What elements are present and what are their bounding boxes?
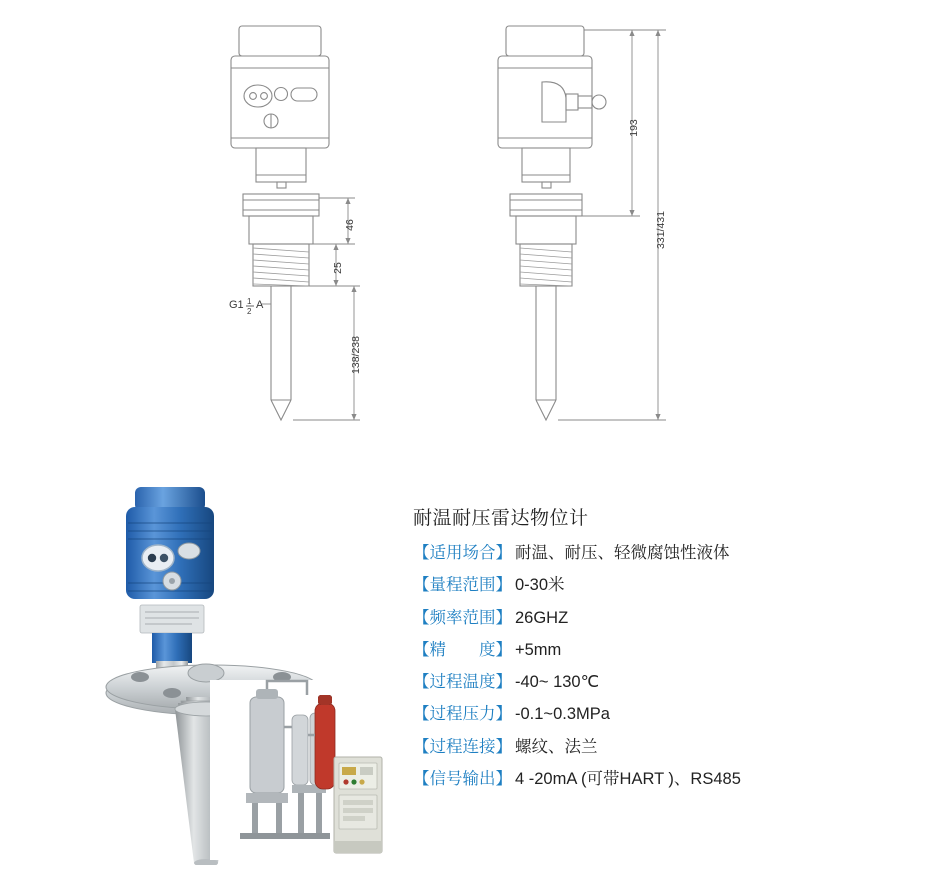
spec-value: 26GHZ	[515, 608, 569, 627]
spec-key: 【信号输出】	[413, 769, 512, 788]
product-info-area	[0, 455, 930, 868]
control-cabinet-photo	[334, 757, 382, 853]
svg-text:A: A	[256, 299, 264, 311]
svg-text:2: 2	[247, 307, 252, 316]
spec-key: 【频率范围】	[413, 608, 512, 627]
spec-row	[413, 671, 915, 693]
product-spec-panel	[395, 475, 915, 850]
dim-193-label: 193	[628, 119, 640, 137]
spec-row	[413, 542, 915, 564]
spec-row	[413, 639, 915, 661]
spec-row	[413, 703, 915, 725]
spec-value: 耐温、耐压、轻微腐蚀性液体	[515, 544, 730, 562]
spec-row	[413, 607, 915, 629]
dim-thread-label: G1	[229, 299, 244, 311]
spec-value: 螺纹、法兰	[515, 737, 598, 756]
spec-key: 【精 度】	[413, 640, 512, 659]
svg-text:1: 1	[247, 297, 252, 306]
product-photo-panel	[60, 465, 390, 865]
dim-138-238-label: 138/238	[350, 336, 362, 374]
radar-level-meter-photo	[60, 465, 390, 865]
spec-value: 4 -20mA (可带HART )、RS485	[515, 769, 741, 788]
spec-key: 【量程范围】	[413, 576, 512, 595]
spec-row	[413, 768, 915, 790]
spec-key: 【过程连接】	[413, 737, 512, 756]
product-title: 耐温耐压雷达物位计	[413, 508, 589, 529]
left-technical-drawing	[215, 8, 395, 438]
spec-row	[413, 574, 915, 596]
spec-row	[413, 736, 915, 758]
spec-key: 【过程温度】	[413, 673, 512, 692]
dim-25-label: 25	[332, 262, 344, 274]
right-technical-drawing	[480, 8, 700, 438]
industrial-plant-photo	[210, 680, 335, 860]
spec-value: +5mm	[515, 640, 562, 659]
spec-value: -40~ 130℃	[515, 673, 600, 692]
spec-list	[395, 542, 915, 790]
dim-331-431-label: 331/431	[655, 211, 667, 249]
dim-46-label: 46	[344, 219, 356, 231]
spec-value: -0.1~0.3MPa	[515, 705, 610, 724]
spec-value: 0-30米	[515, 576, 565, 595]
spec-key: 【过程压力】	[413, 705, 512, 724]
spec-key: 【适用场合】	[413, 544, 512, 562]
